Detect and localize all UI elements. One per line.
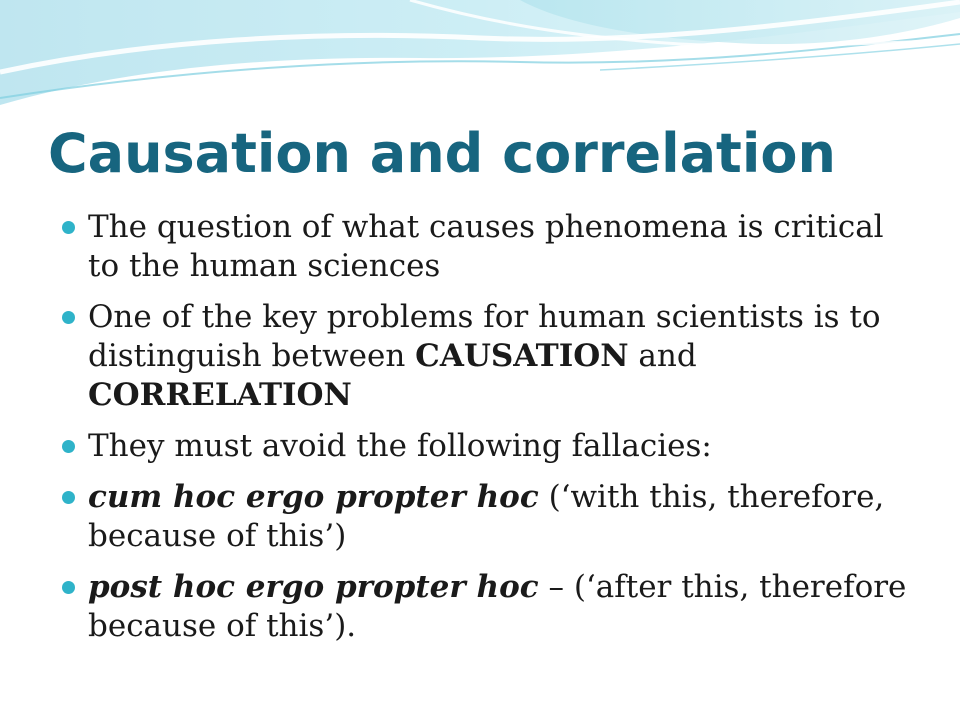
bullet-dot-icon xyxy=(62,491,75,504)
bullet-text: The question of what causes phenomena is critical to the human sciences xyxy=(88,209,884,284)
bullet-dot-icon xyxy=(62,311,75,324)
bullet-dot-icon xyxy=(62,440,75,453)
bullet-list xyxy=(62,208,912,658)
bullet-text: (‘with this, therefore, because of this’) xyxy=(88,479,885,554)
bullet-bold-correlation: CORRELATION xyxy=(88,377,352,413)
bullet-text: One of the key problems for human scientists is to distinguish between xyxy=(88,299,881,374)
bullet-item xyxy=(62,427,912,466)
bullet-item xyxy=(62,568,912,646)
bullet-dot-icon xyxy=(62,581,75,594)
bullet-dot-icon xyxy=(62,221,75,234)
slide-title: Causation and correlation xyxy=(48,122,836,185)
bullet-latin-phrase: post hoc ergo propter hoc xyxy=(88,569,539,605)
decorative-wave-header xyxy=(0,0,960,120)
bullet-text: and xyxy=(628,338,697,374)
bullet-item xyxy=(62,478,912,556)
bullet-text: They must avoid the following fallacies: xyxy=(88,428,712,464)
bullet-item xyxy=(62,298,912,415)
bullet-bold-causation: CAUSATION xyxy=(415,338,629,374)
bullet-latin-phrase: cum hoc ergo propter hoc xyxy=(88,479,539,515)
bullet-item xyxy=(62,208,912,286)
bullet-text: – (‘after this, therefore because of this’). xyxy=(88,569,907,644)
